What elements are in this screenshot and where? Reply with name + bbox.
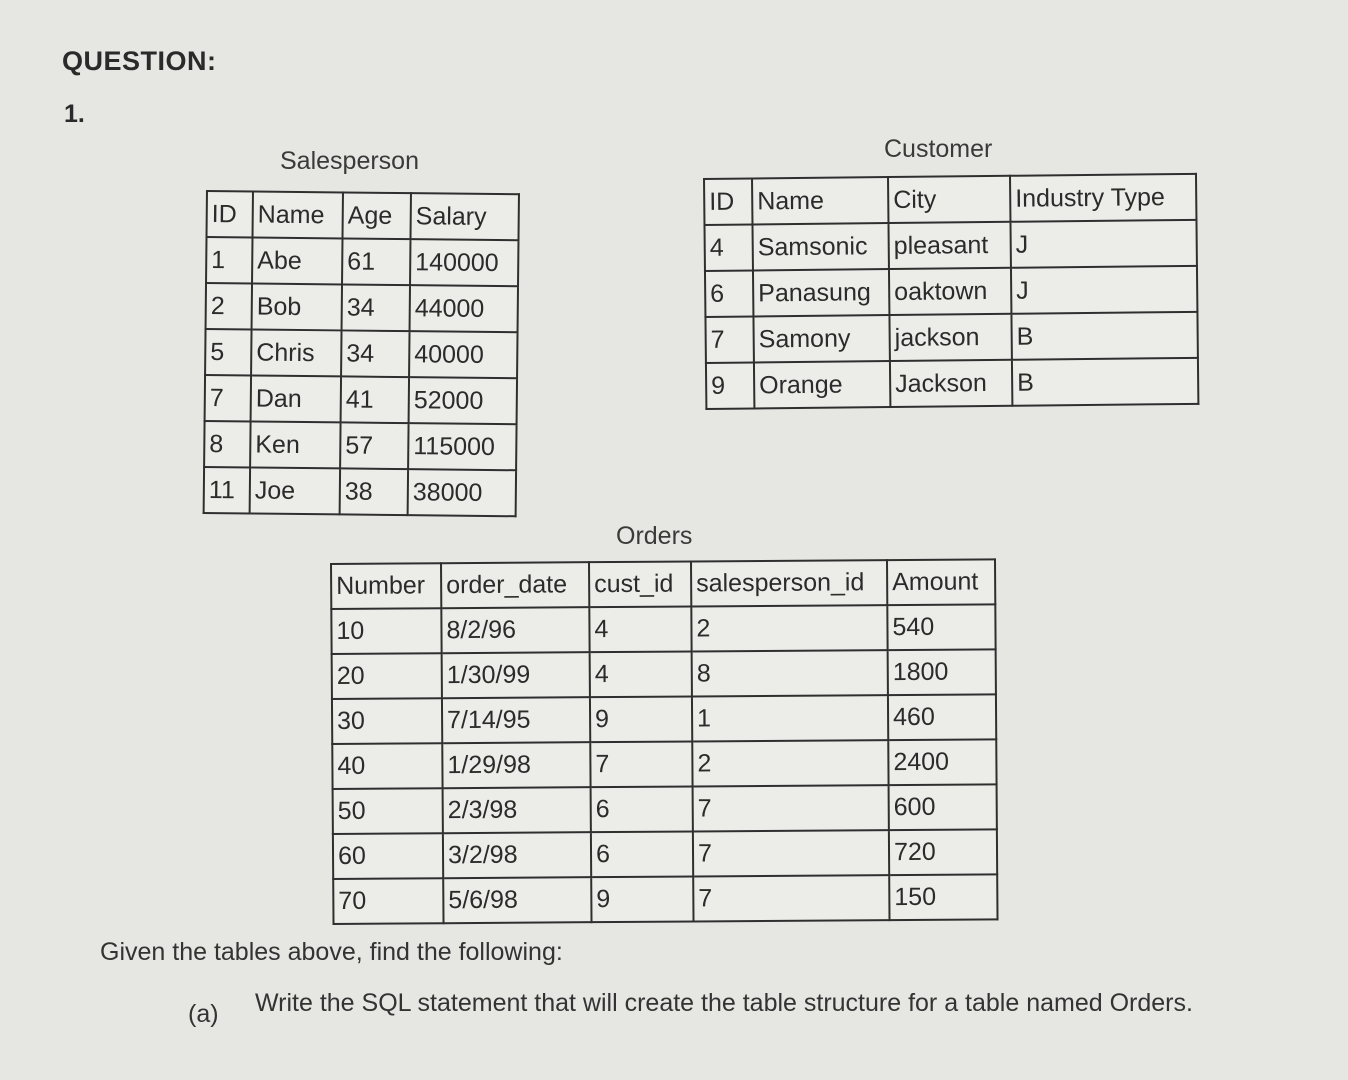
table-row [333, 874, 997, 924]
table-cell: 57 [340, 422, 408, 469]
table-cell: 6 [591, 831, 693, 877]
table-cell: 540 [887, 604, 995, 650]
table-row [333, 784, 997, 834]
table-cell: 720 [889, 829, 997, 875]
table-cell: 1/30/99 [442, 652, 590, 698]
table-cell: 40 [332, 743, 442, 789]
table-cell: Bob [252, 283, 342, 330]
part-a-letter: (a) [188, 1000, 219, 1028]
table-cell: 2 [206, 283, 252, 329]
table-cell: 6 [705, 270, 753, 317]
table-row [205, 329, 517, 378]
table-cell: 1 [206, 237, 252, 283]
header-cell: salesperson_id [691, 560, 887, 606]
header-cell: Amount [887, 559, 995, 605]
orders-caption: Orders [616, 522, 693, 550]
table-row [706, 358, 1198, 409]
table-row [206, 283, 518, 332]
table-cell: 8/2/96 [441, 607, 589, 653]
instruction-text: Given the tables above, find the following: [100, 938, 563, 966]
part-a-text: Write the SQL statement that will create the table structure for a table named Orders. [255, 989, 1193, 1017]
table-cell: 600 [889, 784, 997, 830]
table-cell: 7 [693, 875, 889, 921]
table-cell: 7 [693, 830, 889, 876]
table-row [332, 739, 996, 789]
header-cell: Name [752, 177, 888, 224]
table-cell: 9 [706, 362, 754, 409]
table-row [333, 829, 997, 879]
table-cell: Abe [252, 237, 342, 284]
question-label: QUESTION: [62, 46, 217, 76]
table-cell: jackson [889, 314, 1011, 361]
table-cell: 9 [591, 876, 693, 922]
table-cell: 44000 [410, 285, 518, 332]
table-cell: 5/6/98 [443, 877, 591, 923]
table-cell: Chris [251, 329, 341, 376]
table-cell: B [1011, 312, 1197, 360]
table-cell: Jackson [890, 360, 1012, 407]
orders-table [330, 558, 999, 925]
table-cell: 4 [589, 606, 691, 652]
table-cell: 4 [704, 224, 752, 271]
table-cell: 3/2/98 [443, 832, 591, 878]
table-cell: 6 [591, 786, 693, 832]
table-cell: 8 [204, 421, 250, 467]
table-cell: 34 [341, 330, 409, 377]
table-cell: oaktown [889, 268, 1011, 315]
table-cell: 30 [332, 698, 442, 744]
header-cell: Number [331, 563, 441, 609]
table-cell: 7/14/95 [442, 697, 590, 743]
customer-table [703, 173, 1199, 410]
table-row [204, 467, 516, 516]
header-row [704, 174, 1196, 225]
table-cell: 150 [889, 874, 997, 920]
table-cell: Orange [754, 361, 890, 408]
header-row [207, 191, 519, 240]
table-cell: 52000 [409, 377, 517, 424]
table-cell: 460 [888, 694, 996, 740]
table-cell: 1/29/98 [442, 742, 590, 788]
table-cell: 61 [342, 238, 410, 285]
customer-caption: Customer [884, 135, 993, 163]
table-row [705, 312, 1197, 363]
table-cell: 1 [692, 695, 888, 741]
header-row [331, 559, 995, 609]
table-cell: 70 [333, 878, 443, 924]
table-cell: J [1011, 266, 1197, 314]
header-cell: ID [704, 178, 752, 225]
header-cell: order_date [441, 562, 589, 608]
table-row [332, 649, 996, 699]
table-cell: 7 [205, 375, 251, 421]
table-cell: 8 [692, 650, 888, 696]
header-cell: Age [343, 192, 411, 239]
table-cell: 41 [341, 376, 409, 423]
table-cell: 7 [705, 316, 753, 363]
table-cell: J [1010, 220, 1196, 268]
salesperson-caption: Salesperson [280, 147, 419, 175]
table-cell: 2/3/98 [443, 787, 591, 833]
table-cell: B [1012, 358, 1198, 406]
header-cell: ID [207, 191, 253, 237]
table-cell: 4 [590, 651, 692, 697]
table-cell: 5 [205, 329, 251, 375]
table-row [206, 237, 518, 286]
table-row [204, 421, 516, 470]
table-cell: 7 [590, 741, 692, 787]
table-cell: Joe [250, 467, 340, 514]
table-row [704, 220, 1196, 271]
table-cell: Ken [250, 421, 340, 468]
header-cell: Industry Type [1010, 174, 1196, 222]
table-cell: 7 [693, 785, 889, 831]
table-cell: 50 [333, 788, 443, 834]
table-cell: 2400 [888, 739, 996, 785]
header-cell: Name [253, 191, 343, 238]
table-cell: 40000 [409, 331, 517, 378]
table-cell: 10 [331, 608, 441, 654]
table-row [332, 694, 996, 744]
table-cell: 9 [590, 696, 692, 742]
table-cell: Panasung [753, 269, 889, 316]
table-cell: 1800 [888, 649, 996, 695]
salesperson-table [203, 190, 520, 517]
table-row [205, 375, 517, 424]
table-cell: pleasant [888, 222, 1010, 269]
table-cell: 11 [204, 467, 250, 513]
table-cell: Dan [251, 375, 341, 422]
table-cell: 115000 [408, 423, 516, 470]
table-cell: 140000 [410, 239, 518, 286]
table-cell: 38000 [408, 469, 516, 516]
table-cell: 60 [333, 833, 443, 879]
table-cell: 2 [692, 740, 888, 786]
table-cell: 34 [342, 284, 410, 331]
table-cell: 20 [332, 653, 442, 699]
header-cell: Salary [410, 193, 518, 240]
table-cell: 2 [691, 605, 887, 651]
table-cell: Samony [753, 315, 889, 362]
table-cell: 38 [340, 468, 408, 515]
question-number: 1. [64, 100, 85, 128]
header-cell: cust_id [589, 561, 691, 607]
table-row [705, 266, 1197, 317]
header-cell: City [888, 176, 1010, 223]
table-cell: Samsonic [752, 223, 888, 270]
table-row [331, 604, 995, 654]
